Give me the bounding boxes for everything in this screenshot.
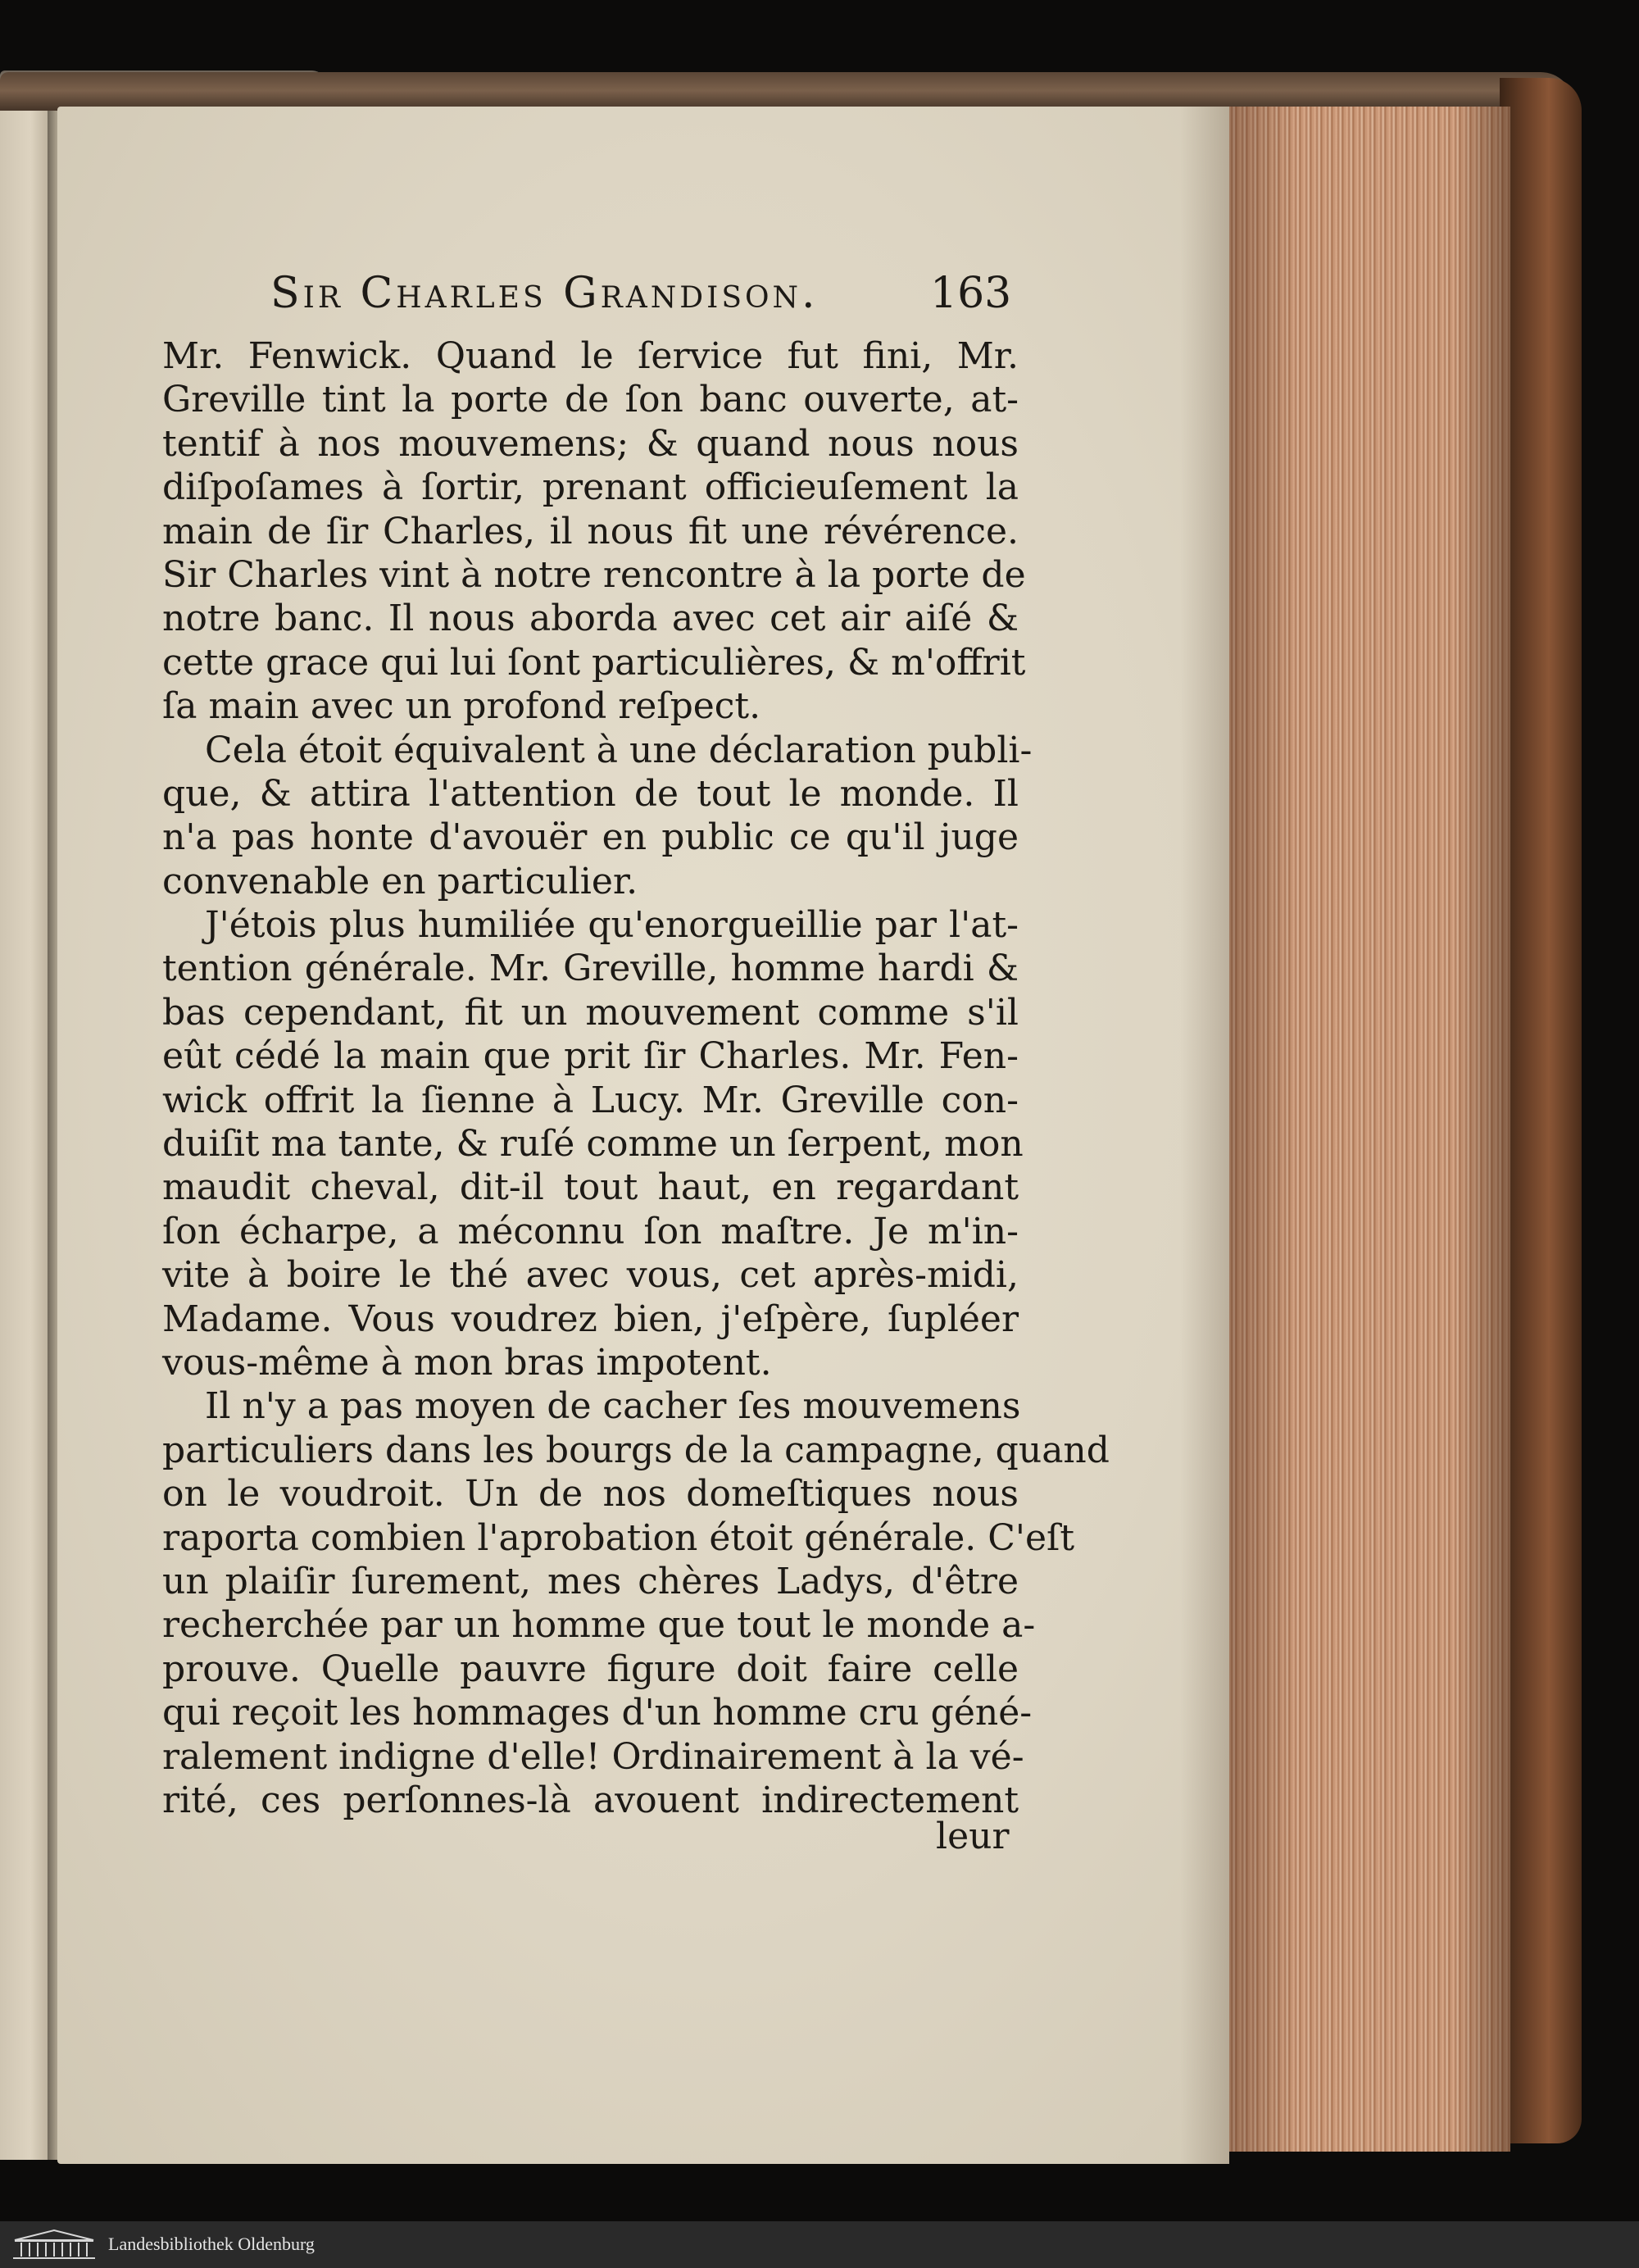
running-title: Sir Charles Grandison. — [270, 269, 819, 318]
text-line: particuliers dans les bourgs de la campagne, quand — [162, 1429, 1110, 1471]
text-line: main de ſir Charles, il nous fit une révérence. — [162, 510, 1019, 552]
text-line: ſa main avec un profond reſpect. — [162, 685, 761, 728]
footer-bar — [0, 2221, 1639, 2268]
page-fore-edges — [1225, 107, 1510, 2152]
text-line: tention générale. Mr. Greville, homme hardi & — [162, 948, 1019, 990]
text-line: bas cependant, fit un mouvement comme s'il — [162, 991, 1019, 1034]
page-number: 163 — [930, 269, 1012, 318]
library-name: Landesbibliothek Oldenburg — [108, 2234, 315, 2254]
text-line: ralement indigne d'elle! Ordinairement à la vé- — [162, 1735, 1024, 1778]
catchword: leur — [936, 1816, 1010, 1857]
text-line: Il n'y a pas moyen de cacher ſes mouvemens — [205, 1385, 1021, 1428]
library-building-icon — [11, 2229, 97, 2261]
text-line: prouve. Quelle pauvre figure doit faire celle — [162, 1648, 1019, 1690]
text-line: notre banc. Il nous aborda avec cet air aiſé & — [162, 598, 1019, 640]
page-shadow — [1180, 107, 1229, 2164]
text-line: Greville tint la porte de ſon banc ouverte, at- — [162, 379, 1019, 421]
text-line: cette grace qui lui ſont particulières, & m'offrit — [162, 641, 1026, 684]
book-cover-right — [1500, 78, 1582, 2143]
text-line: Mr. Fenwick. Quand le ſervice fut fini, Mr. — [162, 335, 1019, 377]
text-line: wick offrit la ſienne à Lucy. Mr. Greville con- — [162, 1079, 1019, 1121]
text-line: vous-même à mon bras impotent. — [162, 1341, 772, 1384]
text-line: que, & attira l'attention de tout le monde. Il — [162, 772, 1019, 815]
text-line: recherchée par un homme que tout le monde a- — [162, 1604, 1036, 1647]
text-line: raporta combien l'aprobation étoit générale. C'eſt — [162, 1516, 1075, 1559]
running-header — [270, 269, 1012, 318]
text-line: rité, ces perſonnes-là avouent indirectement — [162, 1779, 1019, 1821]
text-line: Sir Charles vint à notre rencontre à la porte de — [162, 553, 1026, 596]
text-line: un plaiſir ſurement, mes chères Ladys, d'être — [162, 1560, 1019, 1602]
text-line: on le voudroit. Un de nos domeſtiques nous — [162, 1473, 1019, 1516]
body-text — [162, 334, 1110, 1822]
text-line: vite à boire le thé avec vous, cet après-midi, — [162, 1254, 1019, 1297]
text-line: J'étois plus humiliée qu'enorgueillie par l'at- — [205, 904, 1019, 947]
text-line: eût cédé la main que prit ſir Charles. Mr. Fen- — [162, 1035, 1019, 1078]
text-line: ſon écharpe, a méconnu ſon maſtre. Je m'in- — [162, 1210, 1019, 1252]
text-line: Madame. Vous voudrez bien, j'eſpère, ſupléer — [162, 1298, 1019, 1340]
text-line: convenable en particulier. — [162, 860, 638, 902]
text-line: n'a pas honte d'avouër en public ce qu'il juge — [162, 816, 1019, 859]
text-line: qui reçoit les hommages d'un homme cru géné- — [162, 1692, 1033, 1734]
text-line: Cela étoit équivalent à une déclaration publi- — [205, 729, 1033, 771]
text-line: duiſit ma tante, & ruſé comme un ſerpent, mon — [162, 1123, 1024, 1166]
text-line: diſpoſames à ſortir, prenant officieuſement la — [162, 466, 1019, 509]
text-line: maudit cheval, dit-il tout haut, en regardant — [162, 1166, 1019, 1209]
text-line: tentif à nos mouvemens; & quand nous nous — [162, 422, 1019, 465]
left-page-edge — [0, 111, 51, 2160]
